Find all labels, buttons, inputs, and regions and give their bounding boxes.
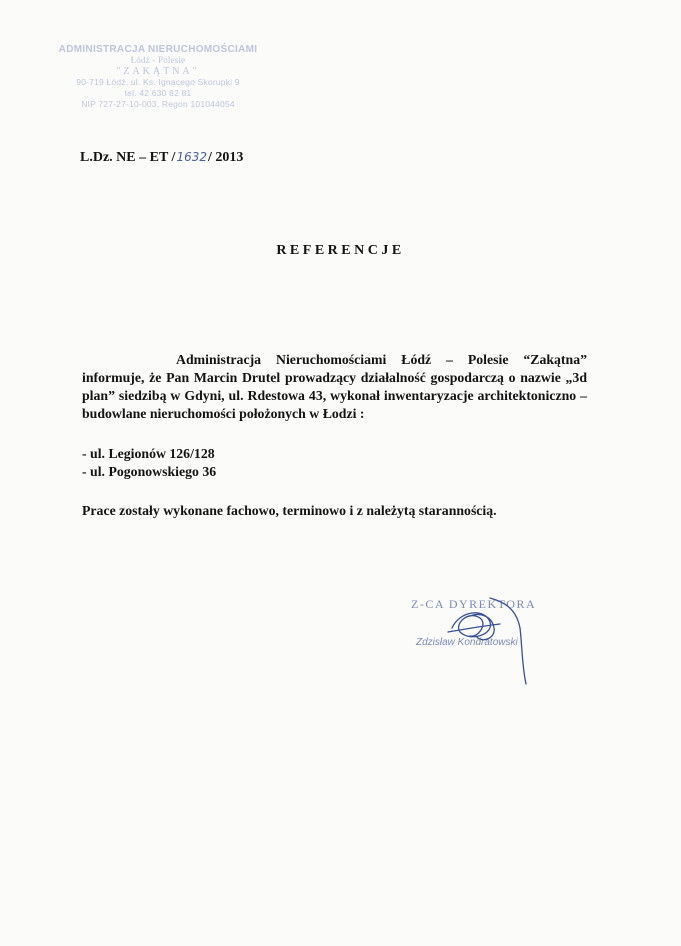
reference-number — [80, 150, 243, 166]
address-list — [82, 445, 216, 481]
signature-role: Z-CA DYREKTORA — [411, 597, 537, 611]
company-stamp — [58, 44, 258, 110]
signature-name: Zdzisław Kondratowski — [416, 637, 518, 648]
stamp-line-1: ADMINISTRACJA NIERUCHOMOŚCIAMI — [58, 44, 258, 55]
stamp-line-5: tel. 42 630 82 81 — [124, 88, 192, 98]
reference-handwritten-number: 1632 — [176, 150, 207, 164]
handwritten-signature — [430, 580, 560, 690]
stamp-line-2: Łódź - Polesie — [130, 55, 186, 65]
reference-prefix: L.Dz. NE – ET / — [80, 150, 176, 165]
reference-suffix: / 2013 — [207, 150, 244, 165]
closing-sentence: Prace zostały wykonane fachowo, terminowo i z należytą starannością. — [82, 503, 497, 518]
list-item: - ul. Pogonowskiego 36 — [82, 464, 217, 479]
document-title: REFERENCJE — [276, 243, 405, 258]
stamp-line-3: "ZAKĄTNA" — [116, 66, 200, 77]
body-paragraph-text: Administracja Nieruchomościami Łódź – Polesie “Zakątna” informuje, że Pan Marcin Drutel prowadzący działalność gospodarczą o nazwie „3d plan” siedzibą w Gdyni, ul. Rdestowa 43, wykonał inwentaryzacje architektoniczno – budowlane nieruchomości położonych w Łodzi : — [82, 352, 587, 421]
stamp-line-4: 90-719 Łódź, ul. Ks. Ignacego Skorupki 9 — [76, 77, 240, 87]
list-item: - ul. Legionów 126/128 — [82, 446, 215, 461]
body-paragraph — [82, 351, 587, 423]
stamp-line-6: NIP 727-27-10-003, Regon 101044054 — [81, 99, 235, 109]
